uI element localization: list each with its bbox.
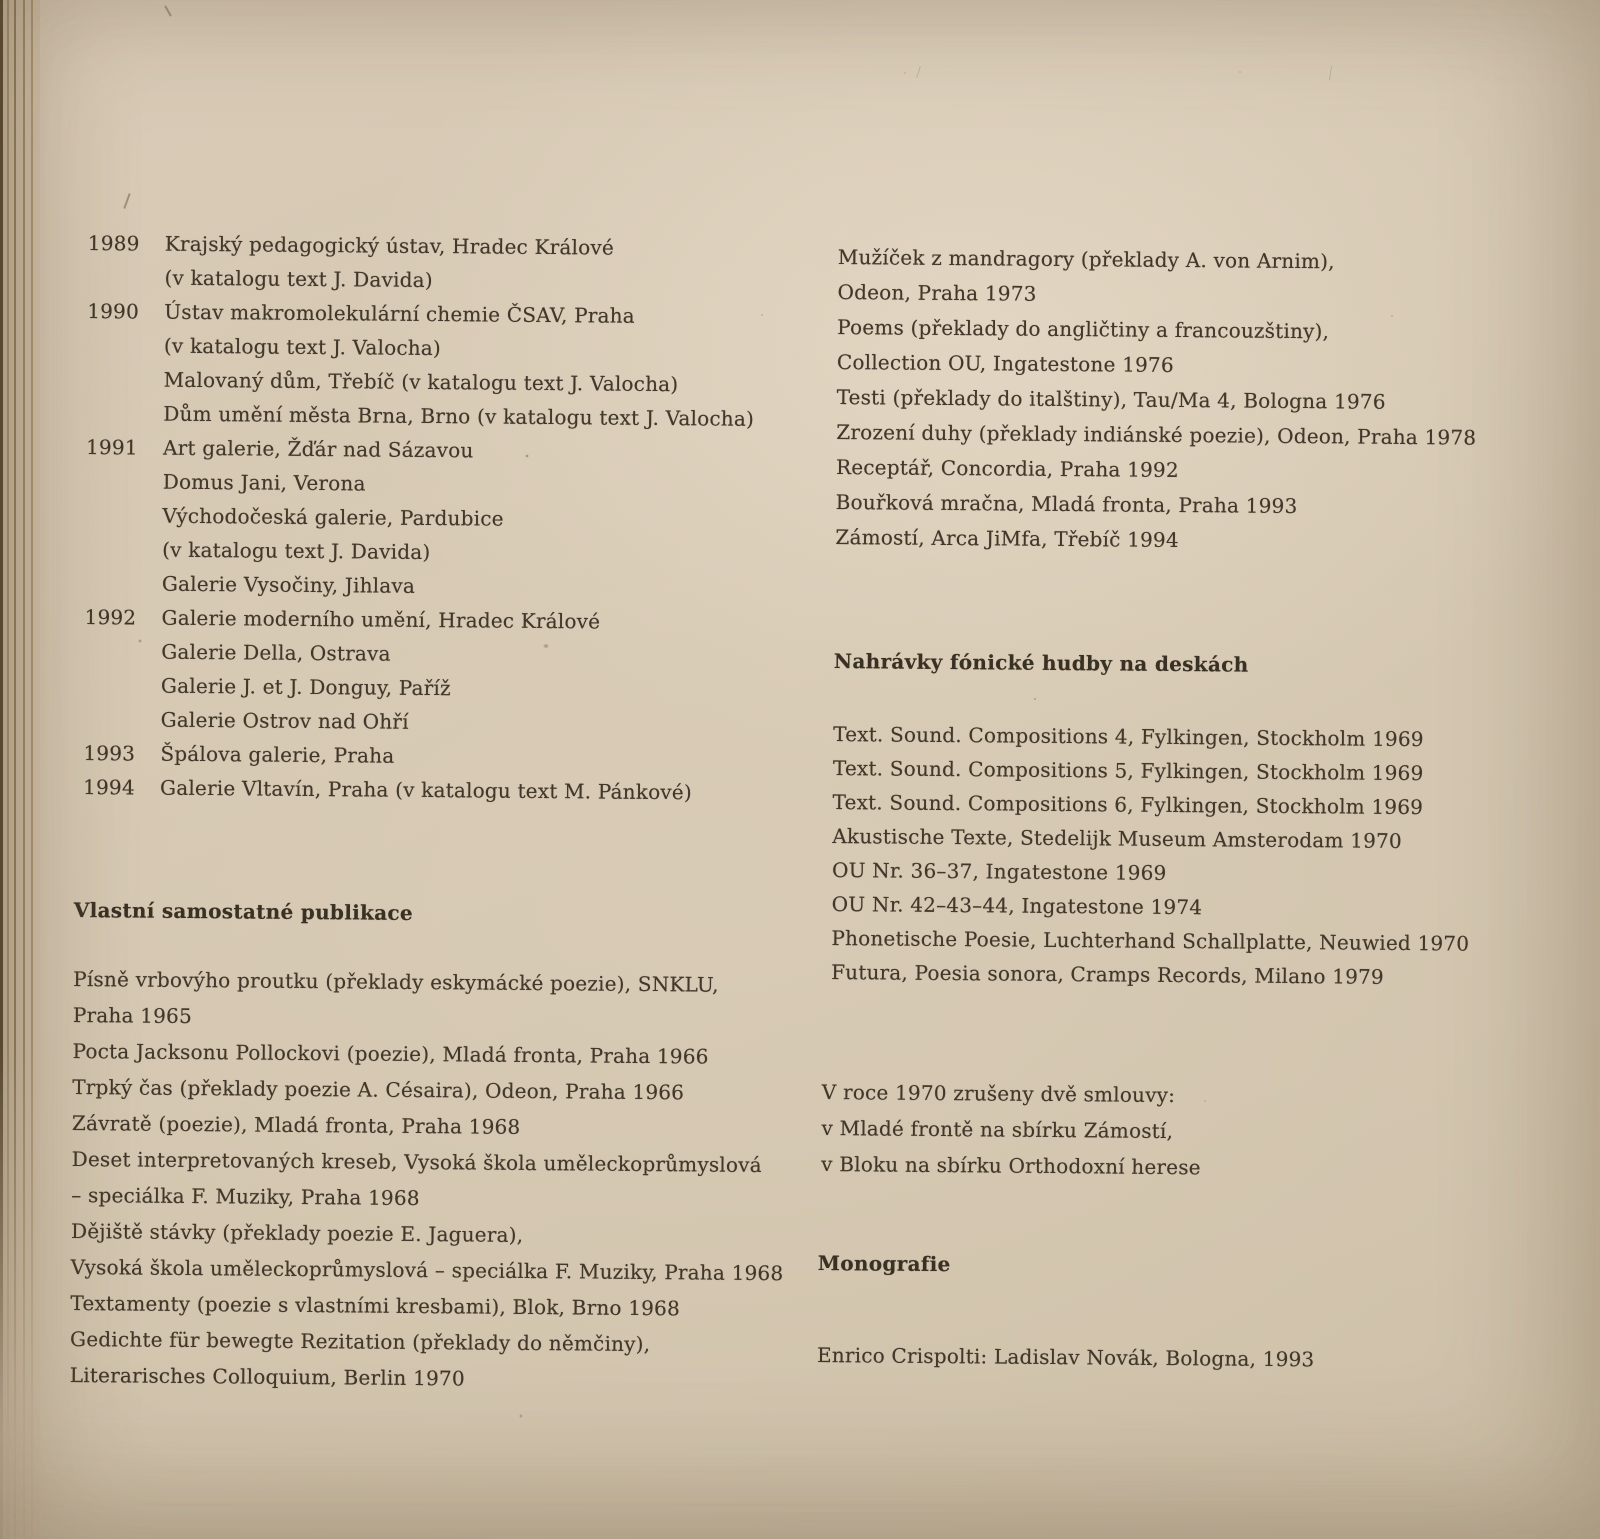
publication-line: Praha 1965 (72, 1002, 193, 1029)
publication-line: Bouřková mračna, Mladá fronta, Praha 1993 (835, 489, 1298, 519)
recordings-list (831, 717, 1471, 995)
contract-note-line: v Bloku na sbírku Orthodoxní herese (821, 1151, 1201, 1180)
paper-fiber (123, 193, 130, 209)
monograph-entry: Enrico Crispolti: Ladislav Novák, Bologna, 1993 (816, 1342, 1315, 1372)
publication-line: Pocta Jacksonu Pollockovi (poezie), Mladá fronta, Praha 1966 (72, 1038, 709, 1069)
exhibition-entry: Špálova galerie, Praha (160, 741, 395, 768)
exhibition-year: 1989 (87, 230, 140, 256)
publications-list (70, 961, 786, 1399)
publication-line: Zámostí, Arca JiMfa, Třebíč 1994 (835, 524, 1179, 552)
exhibition-year-group (83, 736, 751, 776)
recordings-section (831, 644, 1472, 995)
cancelled-contracts-section (821, 1074, 1202, 1185)
exhibition-entries (163, 295, 755, 436)
exhibition-entry: Malovaný dům, Třebíč (v katalogu text J. Valocha) (163, 367, 679, 397)
publication-line: Deset interpretovaných kreseb, Vysoká škola uměleckoprůmyslová (71, 1146, 762, 1178)
exhibition-entries (164, 227, 614, 299)
exhibition-entry: Ústav makromolekulární chemie ČSAV, Praha (164, 299, 635, 328)
recording-line: Phonetische Poesie, Luchterhand Schallplatte, Neuwied 1970 (831, 925, 1470, 956)
exhibition-year: 1990 (87, 298, 140, 324)
exhibition-entry: Domus Jani, Verona (162, 469, 366, 496)
exhibition-entry: (v katalogu text J. Valocha) (163, 333, 442, 361)
exhibition-entry: Galerie Vltavín, Praha (v katalogu text M. Pánkové) (159, 775, 693, 805)
recording-line: OU Nr. 42–43–44, Ingatestone 1974 (831, 891, 1203, 920)
publication-line: Zrození duhy (překlady indiánské poezie), Odeon, Praha 1978 (836, 419, 1477, 450)
exhibition-entry: Galerie Ostrov nad Ohří (160, 707, 409, 734)
publication-line: Literarisches Colloquium, Berlin 1970 (69, 1362, 465, 1391)
contracts-note (821, 1074, 1202, 1185)
publication-line: Receptář, Concordia, Praha 1992 (835, 454, 1179, 482)
exhibition-year: 1994 (82, 774, 135, 800)
recording-line: Text. Sound. Compositions 6, Fylkingen, Stockholm 1969 (832, 789, 1424, 820)
paper-fiber (1329, 66, 1332, 80)
exhibition-entry: (v katalogu text J. Davida) (162, 537, 431, 565)
exhibition-entries (160, 771, 692, 810)
recording-line: Text. Sound. Compositions 5, Fylkingen, Stockholm 1969 (832, 755, 1424, 786)
paper-fiber (164, 5, 172, 16)
publication-line: Textamenty (poezie s vlastními kresbami), Blok, Brno 1968 (70, 1290, 681, 1321)
exhibition-year: 1992 (84, 604, 137, 630)
exhibition-entry: Art galerie, Žďár nad Sázavou (162, 435, 474, 463)
exhibition-entry: Galerie Della, Ostrava (161, 639, 391, 666)
book-spine-page-edges (0, 0, 40, 1539)
monograph-heading: Monografie (817, 1250, 951, 1277)
contract-note-line: V roce 1970 zrušeny dvě smlouvy: (821, 1079, 1176, 1108)
exhibition-entry: Dům umění města Brna, Brno (v katalogu text J. Valocha) (163, 401, 755, 431)
exhibition-entry: Galerie Vysočiny, Jihlava (161, 571, 416, 598)
exhibition-year-group (84, 600, 753, 742)
exhibition-year-group (87, 226, 755, 300)
exhibition-entry: Galerie moderního umění, Hradec Králové (161, 605, 601, 634)
exhibitions-section (83, 226, 756, 810)
own-publications-section (70, 892, 787, 1399)
publication-line: Písně vrbovýho proutku (překlady eskymácké poezie), SNKLU, (73, 966, 719, 997)
contract-note-line: v Mladé frontě na sbírku Zámostí, (821, 1115, 1174, 1144)
exhibition-entries (160, 737, 394, 773)
publication-line: Gedichte für bewegte Rezitation (překlady do němčiny), (69, 1326, 651, 1357)
exhibition-entry: Galerie J. et J. Donguy, Paříž (160, 673, 451, 701)
publication-line: Dějiště stávky (překlady poezie E. Jaguera), (70, 1218, 524, 1247)
publications-continued-list (835, 240, 1478, 561)
publication-line: Mužíček z mandragory (překlady A. von Arnim), (837, 244, 1335, 274)
recording-line: Akustische Texte, Stedelijk Museum Amsterodam 1970 (832, 823, 1403, 853)
publication-line: Testi (překlady do italštiny), Tau/Ma 4, Bologna 1976 (836, 384, 1386, 414)
exhibition-entries (162, 431, 505, 604)
publications-heading: Vlastní samostatné publikace (73, 897, 414, 925)
recordings-heading: Nahrávky fónické hudby na deskách (833, 648, 1249, 677)
recording-line: Text. Sound. Compositions 4, Fylkingen, Stockholm 1969 (833, 721, 1424, 752)
exhibition-year-group (85, 430, 754, 606)
publication-line: Trpký čas (překlady poezie A. Césaira), Odeon, Praha 1966 (72, 1074, 685, 1105)
publication-line: Poems (překlady do angličtiny a francouzštiny), (837, 314, 1330, 344)
publications-continued-section (835, 240, 1478, 561)
exhibition-entries (161, 601, 601, 741)
exhibition-year-group (86, 294, 755, 436)
exhibition-year: 1991 (85, 434, 138, 460)
exhibition-entry: Krajský pedagogický ústav, Hradec Králové (164, 231, 615, 260)
publication-line: – speciálka F. Muziky, Praha 1968 (71, 1182, 420, 1211)
publication-line: Závratě (poezie), Mladá fronta, Praha 1968 (71, 1110, 521, 1139)
publication-line: Collection OU, Ingatestone 1976 (836, 349, 1174, 377)
monograph-section (817, 1246, 1315, 1376)
exhibition-entry: Východočeská galerie, Pardubice (162, 503, 504, 531)
paper-fiber (916, 66, 921, 78)
exhibition-year: 1993 (83, 740, 136, 766)
publication-line: Vysoká škola uměleckoprůmyslová – speciálka F. Muziky, Praha 1968 (70, 1254, 784, 1286)
recording-line: OU Nr. 36–37, Ingatestone 1969 (831, 857, 1167, 885)
exhibition-year-group (83, 770, 751, 810)
publication-line: Odeon, Praha 1973 (837, 279, 1037, 306)
recording-line: Futura, Poesia sonora, Cramps Records, Milano 1979 (831, 959, 1385, 989)
exhibition-entry: (v katalogu text J. Davida) (164, 265, 433, 293)
